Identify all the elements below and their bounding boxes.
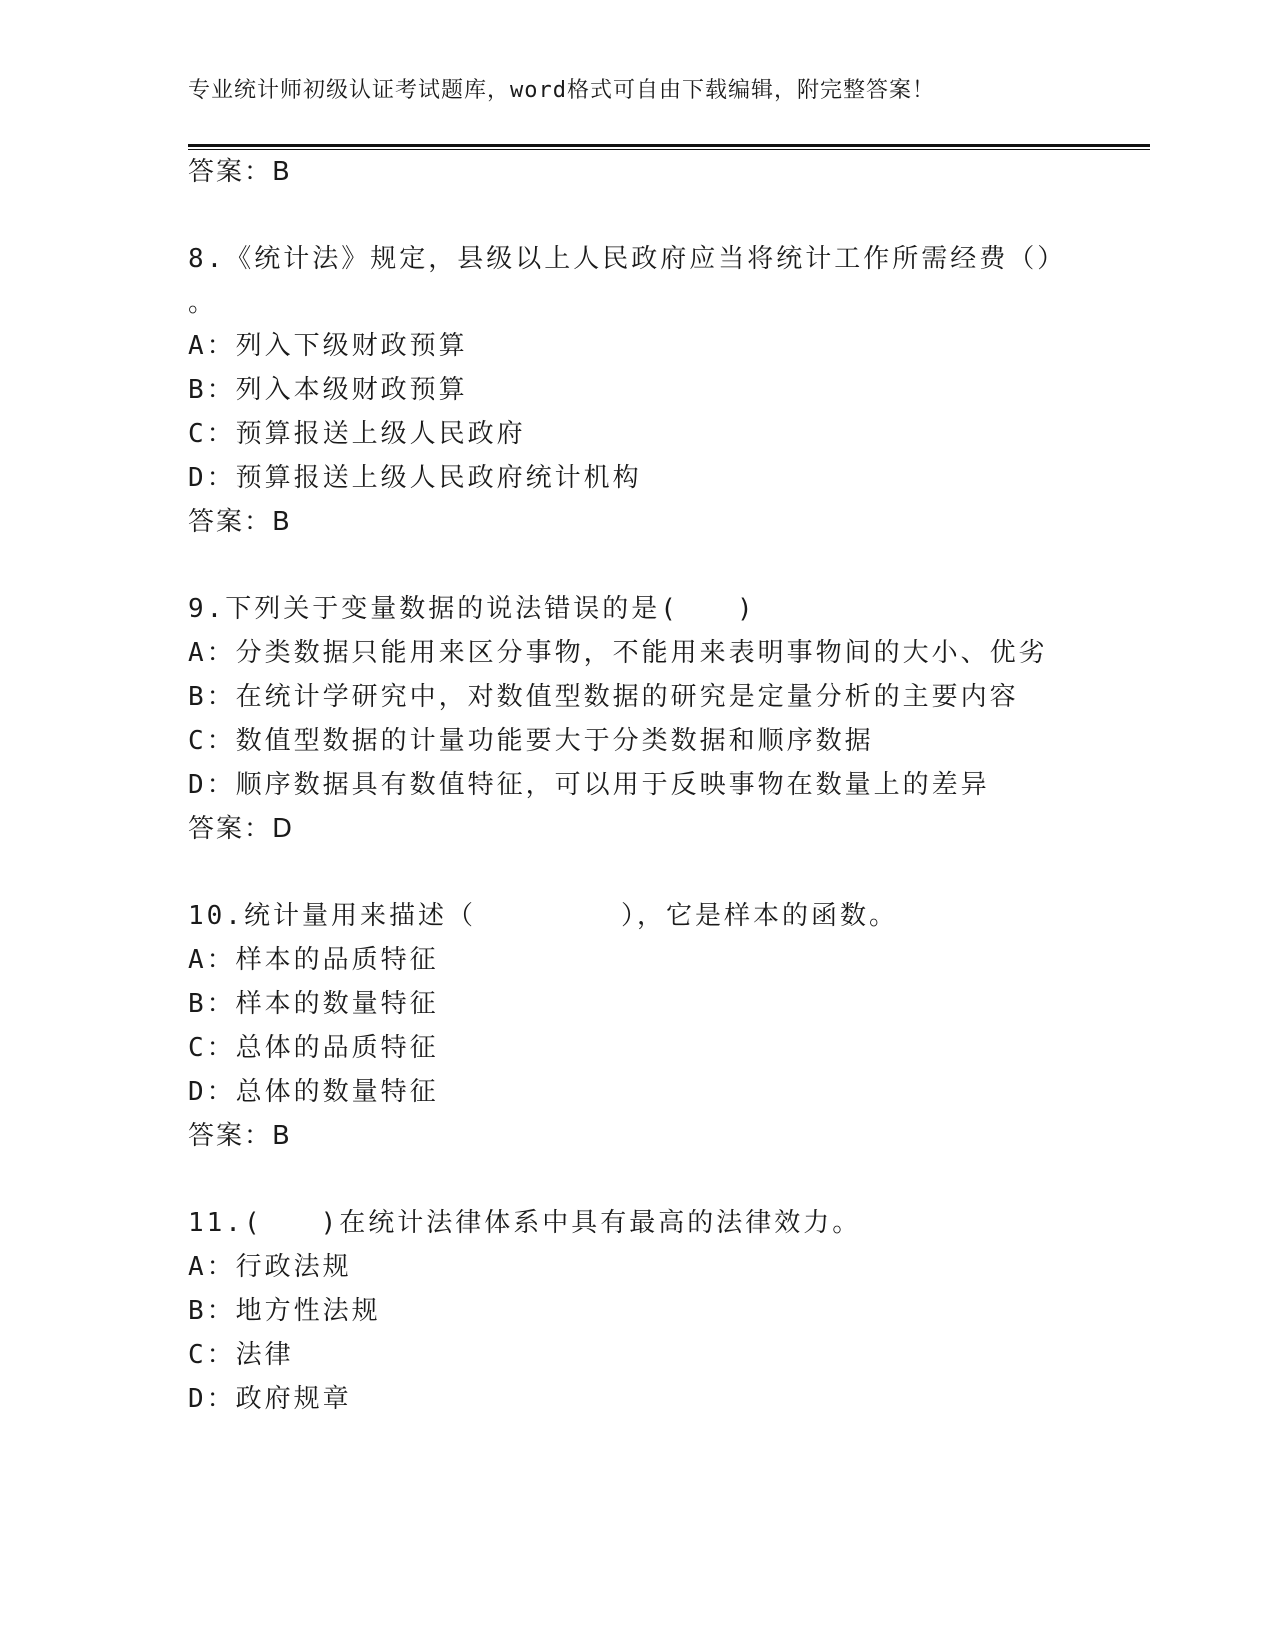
page-header: 专业统计师初级认证考试题库，word格式可自由下载编辑，附完整答案！ [188, 78, 935, 103]
question-10-option-c: C：总体的品质特征 [188, 1033, 439, 1063]
question-11-stem: 11.( )在统计法律体系中具有最高的法律效力。 [188, 1208, 862, 1238]
question-10-option-b: B：样本的数量特征 [188, 989, 439, 1019]
question-11-option-b: B：地方性法规 [188, 1296, 381, 1326]
question-10-option-d: D：总体的数量特征 [188, 1077, 439, 1107]
question-9-option-b: B：在统计学研究中，对数值型数据的研究是定量分析的主要内容 [188, 682, 1019, 712]
header-rule-thin [188, 149, 1150, 150]
question-8-option-c: C：预算报送上级人民政府 [188, 419, 526, 449]
question-11-option-a: A：行政法规 [188, 1252, 352, 1282]
question-11-option-d: D：政府规章 [188, 1384, 352, 1414]
question-10-answer: 答案：B [188, 1121, 292, 1151]
question-11-option-c: C：法律 [188, 1340, 294, 1370]
question-9-option-d: D：顺序数据具有数值特征，可以用于反映事物在数量上的差异 [188, 770, 990, 800]
question-8-option-b: B：列入本级财政预算 [188, 375, 468, 405]
question-10-stem: 10.统计量用来描述（ ），它是样本的函数。 [188, 901, 898, 931]
answer-prev: 答案：B [188, 157, 292, 187]
question-8-option-a: A：列入下级财政预算 [188, 331, 468, 361]
question-9-answer: 答案：D [188, 814, 295, 844]
question-8-stem: 8.《统计法》规定，县级以上人民政府应当将统计工作所需经费（） [188, 244, 1067, 274]
question-8-answer: 答案：B [188, 507, 292, 537]
question-8-option-d: D：预算报送上级人民政府统计机构 [188, 463, 642, 493]
question-9-option-c: C：数值型数据的计量功能要大于分类数据和顺序数据 [188, 726, 874, 756]
header-rule-thick [188, 144, 1150, 147]
question-10-option-a: A：样本的品质特征 [188, 945, 439, 975]
question-9-option-a: A：分类数据只能用来区分事物，不能用来表明事物间的大小、优劣 [188, 638, 1048, 668]
question-8-stem-cont: 。 [188, 288, 218, 318]
question-9-stem: 9.下列关于变量数据的说法错误的是( ) [188, 594, 756, 624]
